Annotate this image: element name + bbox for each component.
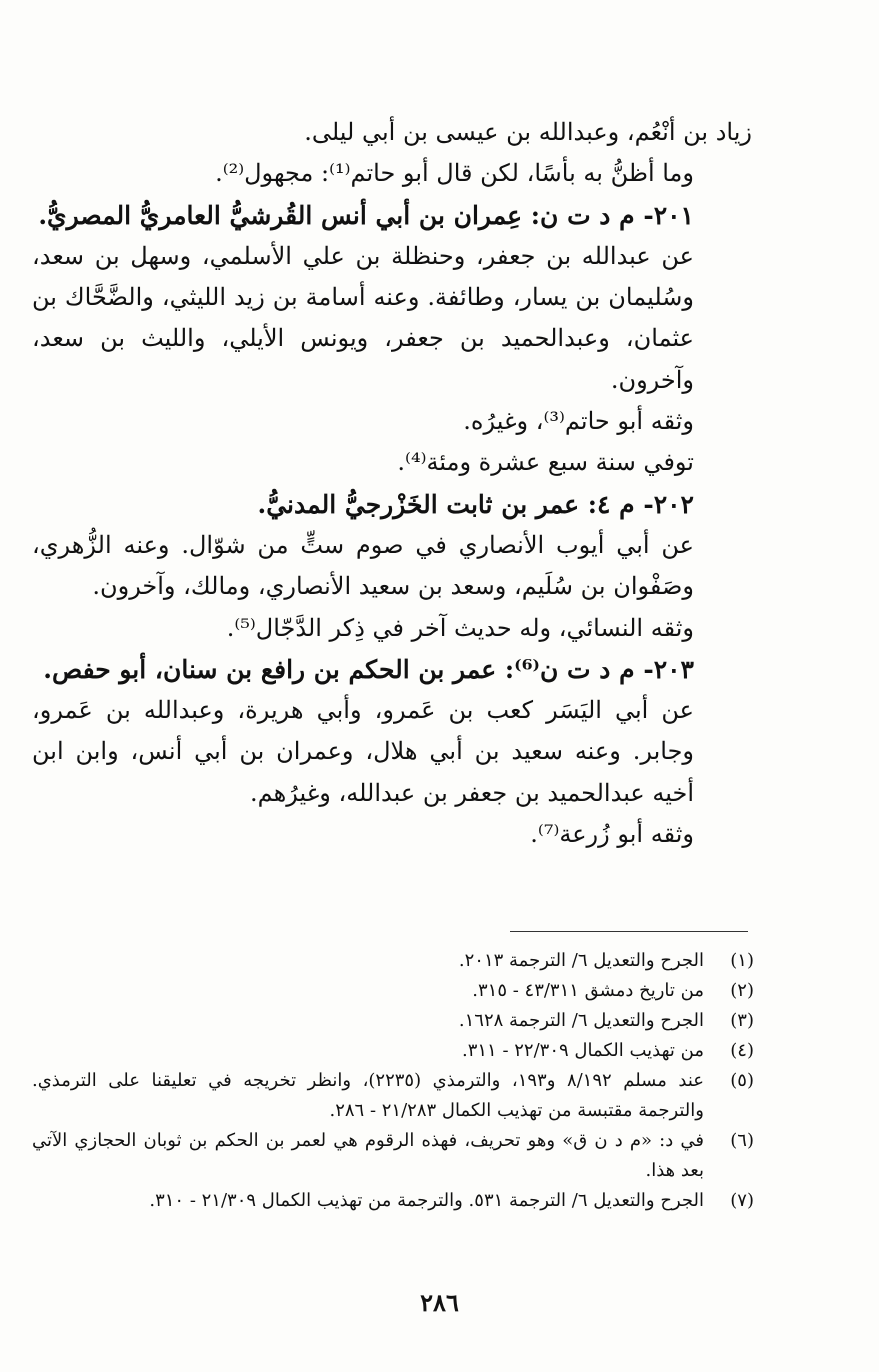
footnote bbox=[32, 1006, 754, 1036]
biography-entry-heading: ٢٠٣- م د ت ن⁽⁶⁾: عمر بن الحكم بن رافع بن سنان، أبو حفص. bbox=[43, 654, 694, 684]
text-paragraph: عن عبدالله بن جعفر، وحنظلة بن علي الأسلمي، وسهل بن سعد، وسُليمان بن يسار، وطائفة. وعنه أسامة بن زيد الليثي، والضَّحَّاك بن عثمان، وعبدالحميد بن جعفر، ويونس الأيلي، والليث بن سعد، وآخرون. bbox=[32, 241, 694, 394]
footnote-number: (٢) bbox=[730, 980, 754, 1001]
text-line: وثقه أبو زُرعة⁽⁷⁾. bbox=[530, 820, 694, 849]
biography-entry-heading: ٢٠٢- م ٤: عمر بن ثابت الخَزْرجيُّ المدنيُّ. bbox=[257, 489, 694, 519]
footnote-divider bbox=[510, 931, 748, 932]
footnote bbox=[32, 1066, 754, 1126]
footnote bbox=[32, 1126, 754, 1186]
footnote bbox=[32, 976, 754, 1006]
footnote-number: (١) bbox=[730, 950, 754, 971]
footnote-number: (٥) bbox=[730, 1070, 754, 1091]
text-line: وما أظنُّ به بأسًا، لكن قال أبو حاتم⁽¹⁾: مجهول⁽²⁾. bbox=[215, 159, 694, 188]
page-number: ٢٨٦ bbox=[420, 1288, 459, 1317]
footnote bbox=[32, 1036, 754, 1066]
footnote-text: من تهذيب الكمال ٢٢/٣٠٩ - ٣١١. bbox=[461, 1040, 704, 1061]
footnote-number: (٧) bbox=[730, 1190, 754, 1211]
biography-entry-heading: ٢٠١- م د ت ن: عِمران بن أبي أنس القُرشيُّ العامريُّ المصريُّ. bbox=[38, 200, 694, 230]
footnote bbox=[32, 1186, 754, 1216]
text-line: زياد بن أنْعُم، وعبدالله بن عيسى بن أبي ليلى. bbox=[304, 118, 752, 146]
footnote-text: الجرح والتعديل ٦/ الترجمة ١٦٢٨. bbox=[458, 1010, 704, 1031]
footnote-number: (٣) bbox=[730, 1010, 754, 1031]
footnote-text: في د: «م د ن ق» وهو تحريف، فهذه الرقوم هي لعمر بن الحكم بن ثوبان الحجازي الآتي بعد هذا. bbox=[32, 1130, 704, 1181]
footnote bbox=[32, 946, 754, 976]
text-line: وثقه أبو حاتم⁽³⁾، وغيرُه. bbox=[463, 407, 694, 436]
main-text bbox=[32, 112, 752, 855]
footnote-number: (٦) bbox=[730, 1130, 754, 1151]
footnote-text: الجرح والتعديل ٦/ الترجمة ٢٠١٣. bbox=[458, 950, 704, 971]
footnotes bbox=[32, 946, 754, 1216]
footnote-number: (٤) bbox=[730, 1040, 754, 1061]
footnote-text: عند مسلم ٨/١٩٢ و١٩٣، والترمذي (٢٢٣٥)، وانظر تخريجه في تعليقنا على الترمذي. والترجمة مقتبسة من تهذيب الكمال ٢١/٢٨٣ - ٢٨٦. bbox=[32, 1070, 704, 1121]
footnote-text: من تاريخ دمشق ٤٣/٣١١ - ٣١٥. bbox=[472, 980, 704, 1001]
text-line: توفي سنة سبع عشرة ومئة⁽⁴⁾. bbox=[397, 448, 694, 477]
footnote-text: الجرح والتعديل ٦/ الترجمة ٥٣١. والترجمة من تهذيب الكمال ٢١/٣٠٩ - ٣١٠. bbox=[149, 1190, 704, 1211]
text-line: وثقه النسائي، وله حديث آخر في ذِكر الدَّجّال⁽⁵⁾. bbox=[226, 613, 694, 642]
text-paragraph: عن أبي اليَسَر كعب بن عَمرو، وأبي هريرة، وعبدالله بن عَمرو، وجابر. وعنه سعيد بن أبي هلال، وعمران بن أبي أنس، وابن ابن أخيه عبدالحميد بن جعفر بن عبدالله، وغيرُهم. bbox=[32, 696, 694, 807]
text-paragraph: عن أبي أيوب الأنصاري في صوم ستٍّ من شوّال. وعنه الزُّهري، وصَفْوان بن سُلَيم، وسعد بن سعيد الأنصاري، ومالك، وآخرون. bbox=[32, 530, 694, 601]
